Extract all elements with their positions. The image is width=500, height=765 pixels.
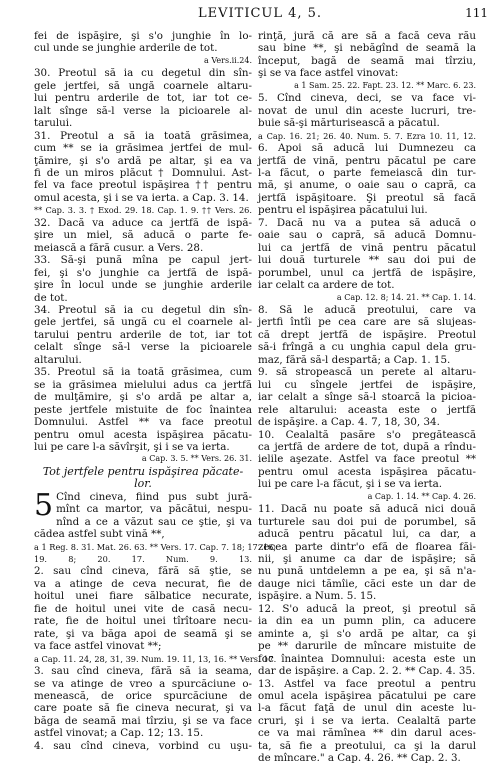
text-line: mă, şi anume, o oaie sau o capră, ca [258, 179, 476, 192]
text-line: iar celalt a sînge să-l stoarcă la picioa- [258, 391, 476, 404]
text-line: zecea parte dintr'o efă de floarea făi- [258, 540, 476, 553]
text-line: porumbel, unul ca jertfă de ispăşire, [258, 266, 476, 279]
text-line: meiască a fără cusur. a Vers. 28. [34, 241, 204, 254]
text-line: mînt ca martor, va păcătui, nespu- [56, 503, 252, 516]
text-line: cădea astfel subt vină **, [34, 528, 165, 541]
text-line: ce va mai rămînea ** din darul aces- [258, 727, 476, 740]
cross-reference: ** Cap. 3. 3. † Exod. 29. 18. Cap. 1. 9. †† Vers. 26. [34, 205, 252, 216]
text-line: aminte a, şi s'o ardă pe altar, ca şi [258, 627, 476, 640]
text-line: fei de ispăşire, şi s'o junghie în lo- [34, 30, 252, 42]
text-line: jertfă de vină, pentru păcatul pe care [258, 154, 476, 167]
text-line: 4. sau cînd cineva, vorbind cu uşu- [34, 739, 252, 752]
text-line: ielile aşezate. Astfel va face preotul ** [258, 453, 476, 466]
text-line: pentru omul acesta ispăşirea păcatu- [34, 428, 252, 441]
text-line: Cînd cineva, fiind pus subt jură- [56, 490, 252, 503]
text-line: dar de ispăşire. a Cap. 2. 2. ** Cap. 4. 35. [258, 665, 476, 678]
text-line: de ispăşire. a Cap. 4. 7, 18, 30, 34. [258, 416, 440, 429]
text-line: 5. Cînd cineva, deci, se va face vi- [258, 92, 476, 105]
text-line: care poate să fie cineva necurat, şi va [34, 702, 252, 715]
text-line: lui pentru arderile de tot, iar tot ce- [34, 92, 252, 105]
text-line: 6. Apoi să aducă lui Dumnezeu ca [258, 142, 476, 155]
text-line: jertfi întîi pe cea care are să slujeas- [258, 316, 476, 329]
cross-reference: a Cap. 3. 5. ** Vers. 26. 31. [141, 454, 252, 464]
chapter-number: 5 [34, 487, 54, 523]
text-line: oaie sau o capră, să aducă Domnu- [258, 229, 476, 242]
text-line: 35. Preotul să ia toată grăsimea, cum [34, 366, 252, 379]
cross-reference: a Vers.ii.24. [204, 55, 252, 65]
text-line: novat de unul din aceste lucruri, tre- [258, 104, 476, 117]
text-line: 13. Astfel va face preotul a pentru [258, 677, 476, 690]
left-column [34, 30, 277, 752]
text-line: dauge nici tămîie, căci este un dar de [258, 577, 476, 590]
text-line: 3. sau cînd cineva, fără să ia seama, [34, 665, 252, 678]
text-line: cruri, şi i se va ierta. Cealaltă parte [258, 714, 476, 727]
text-line: sau bine **, şi nebăgînd de seamă la [258, 42, 476, 55]
text-line: lui ca jertfă de vină pentru păcatul [258, 241, 476, 254]
text-line: 32. Dacă va aduce ca jertfă de ispă- [34, 216, 252, 229]
text-line: să-i frîngă a cu unghia capul dela gru- [258, 341, 476, 354]
text-line: lui cu sîngele jertfei de ispăşire, [258, 378, 476, 391]
text-line: nii, şi anume ca dar de ispăşire; să [258, 553, 476, 566]
text-line: 8. Să le aducă preotului, care va [258, 303, 476, 316]
text-line: fi de un miros plăcut † Domnului. Ast- [34, 166, 252, 179]
text-line: 7. Dacă nu va a putea să aducă o [258, 216, 476, 229]
text-line: peste jertfele mistuite de foc înaintea [34, 403, 252, 416]
text-line: 11. Dacă nu poate să aducă nici două [258, 503, 476, 516]
text-line: pentru el ispăşirea păcatului lui. [258, 204, 428, 217]
text-line: băga de seamă mai tîrziu, şi se va face [34, 714, 252, 727]
cross-reference: a Cap. 11. 24, 28, 31, 39. Num. 19. 11, 13, 16. ** Vers. 17. [34, 653, 277, 664]
cross-reference: a Cap. 12. 8; 14. 21. ** Cap. 1. 14. [336, 292, 476, 302]
text-line: buie să-şi mărturisească a păcatul. [258, 117, 440, 130]
cross-reference: a 1 Reg. 8. 31. Mat. 26. 63. ** Vers. 17. Cap. 7. 18; 17. 16; [34, 541, 277, 552]
text-line: şi se va face astfel vinovat: [258, 67, 399, 80]
text-line: rate, şi va băga apoi de seamă şi se [34, 627, 252, 640]
page-number: 111 [465, 6, 488, 20]
text-line: că drept jertfă de ispăşire. Preotul [258, 328, 476, 341]
text-line: rele altarului: aceasta este o jertfă [258, 403, 476, 416]
text-line: de tot. [34, 291, 68, 304]
text-line: se ia grăsimea mielului adus ca jertfă [34, 378, 252, 391]
text-line: l-a făcut faţă de unul din aceste lu- [258, 702, 476, 715]
text-line: astfel vinovat; a Cap. 12; 13. 15. [34, 727, 204, 740]
text-line: maz, fără să-l despartă; a Cap. 1. 15. [258, 353, 451, 366]
text-line: turturele sau doi pui de porumbel, să [258, 515, 476, 528]
text-line: aducă pentru păcatul lui, ca dar, a [258, 528, 476, 541]
text-line: altarului. [34, 353, 82, 366]
text-line: omul acesta, şi i se va ierta. a Cap. 3. 14. [34, 191, 249, 204]
text-line: 34. Preotul să ia cu degetul din sîn- [34, 303, 252, 316]
text-line: se va atinge de vreo a spurcăciune o- [34, 677, 252, 690]
text-line: nu pună untdelemn a pe ea, şi să n'a- [258, 565, 476, 578]
text-line: cul unde se junghie arderile de tot. [34, 42, 218, 55]
section-heading: Tot jertfele pentru ispăşirea păcate- [42, 464, 244, 478]
text-line: nînd a ce a văzut sau ce ştie, şi va [56, 515, 252, 528]
text-line: ispăşire. a Num. 5. 15. [258, 590, 377, 603]
text-line: fel va face preotul ispăşirea †† pentru [34, 179, 252, 192]
cross-reference: a Cap. 16. 21; 26. 40. Num. 5. 7. Ezra 10. 11, 12. [258, 130, 476, 141]
text-line: l-a făcut, o parte femeiască din tur- [258, 166, 476, 179]
text-line: pe ** darurile de mîncare mistuite de [258, 640, 476, 653]
text-line: fei, şi s'o junghie ca jertfă de ispă- [34, 266, 252, 279]
cross-reference: a 1 Sam. 25. 22. Fapt. 23. 12. ** Marc. 6. 23. [294, 80, 476, 90]
text-line: rinţă, jură că are să a facă ceva rău [258, 30, 476, 42]
text-line: 2. sau cînd cineva, fără să ştie, se [34, 565, 252, 578]
text-line: tarului pentru arderile de tot, iar tot [34, 328, 252, 341]
text-line: foc înaintea Domnului: acesta este un [258, 652, 476, 665]
text-line: cum ** se ia grăsimea jertfei de mul- [34, 142, 252, 155]
text-line: 31. Preotul a să ia toată grăsimea, [34, 129, 252, 142]
text-line: 30. Preotul să ia cu degetul din sîn- [34, 67, 252, 80]
cross-reference: 19. 8; 20. 17. Num. 9. 13. [34, 554, 252, 565]
text-line: gele jertfei, să ungă cu el coarnele al- [34, 316, 252, 329]
text-line: gele jertfei, să ungă coarnele altaru- [34, 79, 252, 92]
text-line: celalt sînge să-l verse la picioarele [34, 341, 252, 354]
text-line: lui pe care l-a făcut, şi i se va ierta. [258, 478, 443, 491]
running-header [28, 6, 488, 24]
text-line: Domnului. Astfel ** va face preotul [34, 416, 252, 429]
text-line: omul acela ispăşirea păcatului pe care [258, 690, 476, 703]
text-line: ţămire, şi s'o ardă pe altar, şi ea va [34, 154, 252, 167]
text-line: de mîncare." a Cap. 4. 26. ** Cap. 2. 3. [258, 752, 461, 765]
text-line: început, bagă de seamă mai tîrziu, [258, 54, 476, 67]
cross-reference: a Cap. 1. 14. ** Cap. 4. 26. [367, 491, 476, 501]
text-line: iar celalt ca ardere de tot. [258, 279, 395, 292]
right-column [258, 30, 476, 765]
text-line: şire un miel, să aducă o parte fe- [34, 229, 252, 242]
text-line: lalt sînge să-l verse la picioarele al- [34, 104, 252, 117]
text-line: 10. Cealaltă pasăre s'o pregătească [258, 428, 476, 441]
text-line: jertfă ispăşitoare. Şi preotul să facă [258, 191, 476, 204]
text-line: 33. Să-şi pună mîna pe capul jert- [34, 254, 252, 267]
text-line: rate, fie de hoitul unei tîrîtoare necu- [34, 615, 252, 628]
section-heading: lor. [134, 477, 152, 491]
text-line: lui două turturele ** sau doi pui de [258, 254, 476, 267]
text-line: va face astfel vinovat **; [34, 640, 162, 653]
text-line: lui pe care l-a săvîrşit, şi i se va ierta. [34, 440, 230, 453]
text-line: 9. să stropească un perete al altaru- [258, 366, 476, 379]
text-line: şire în locul unde se junghie arderile [34, 279, 252, 292]
running-title: LEVITICUL 4, 5. [198, 6, 323, 21]
text-line: fie de hoitul unei vite de casă necu- [34, 602, 252, 615]
text-line: ta, să fie a preotului, ca şi la darul [258, 739, 476, 752]
text-line: hoitul unei fiare sălbatice necurate, [34, 590, 252, 603]
text-line: de mulţămire, şi s'o ardă pe altar a, [34, 391, 252, 404]
text-line: va a atinge de ceva necurat, fie de [34, 577, 252, 590]
text-line: menească, de orice spurcăciune de [34, 690, 252, 703]
text-line: 12. S'o aducă la preot, şi preotul să [258, 602, 476, 615]
text-line: pentru omul acesta ispăşirea păcatu- [258, 465, 476, 478]
text-line: tarului. [34, 117, 73, 130]
text-line: ca jertfă de ardere de tot, după a rîndu- [258, 440, 476, 453]
text-line: ia din ea un pumn plin, ca aducere [258, 615, 476, 628]
